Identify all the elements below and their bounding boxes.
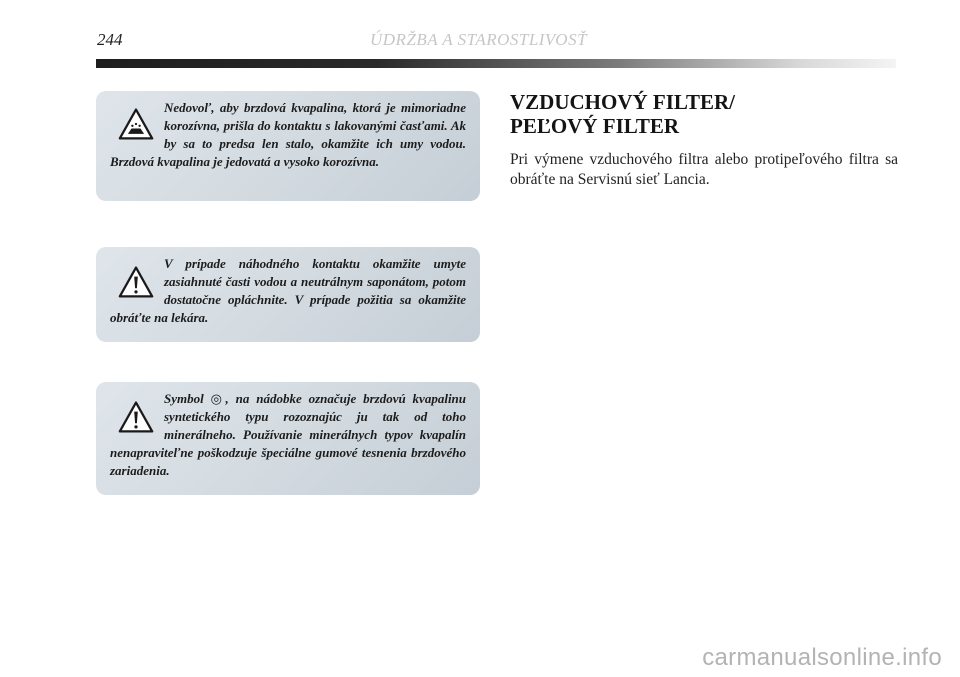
page-number: 244	[97, 30, 123, 49]
corrosion-warning-icon	[118, 107, 154, 141]
warning-text-rest: , na nádobke označuje brzdovú kvapalinu syntetického typu rozoznajúc ju tak od toho minerálneho. Používanie minerálnych typov kvapalín nenapraviteľne poškodzuje špeciálne gumové tesnenia brzdového zariadenia.	[110, 391, 467, 478]
brake-fluid-symbol-icon: ◎	[210, 391, 226, 406]
warning-text: V prípade náhodného kontaktu okamžite umyte zasiahnuté časti vodou a neutrálnym saponátom, potom dostatočne opláchnite. V prípade požitia sa okamžite obráťte na lekára.	[110, 256, 466, 325]
warning-box-symbol	[96, 382, 480, 495]
header-rule	[96, 59, 896, 68]
section-body: Pri výmene vzduchového filtra alebo protipeľového filtra sa obráťte na Servisnú sieť Lancia.	[510, 151, 898, 188]
warning-text-start: Symbol	[164, 391, 204, 406]
warning-triangle-icon	[118, 265, 154, 299]
warning-text: Nedovoľ, aby brzdová kvapalina, ktorá je mimoriadne korozívna, prišla do kontaktu s lakovanými časťami. Ak by sa to predsa len stalo, okamžite ich umy vodou. Brzdová kvapalina je jedovatá a vysoko korozívna.	[110, 100, 466, 169]
section-title-line1: VZDUCHOVÝ FILTER/	[510, 90, 736, 114]
watermark: carmanualsonline.info	[702, 644, 942, 671]
warning-triangle-icon	[118, 400, 154, 434]
section-title-line2: PEĽOVÝ FILTER	[510, 114, 680, 138]
section-title	[510, 90, 900, 138]
running-head: ÚDRŽBA A STAROSTLIVOSŤ	[370, 30, 588, 49]
warning-box-corrosion	[96, 91, 480, 201]
warning-box-contact	[96, 247, 480, 342]
